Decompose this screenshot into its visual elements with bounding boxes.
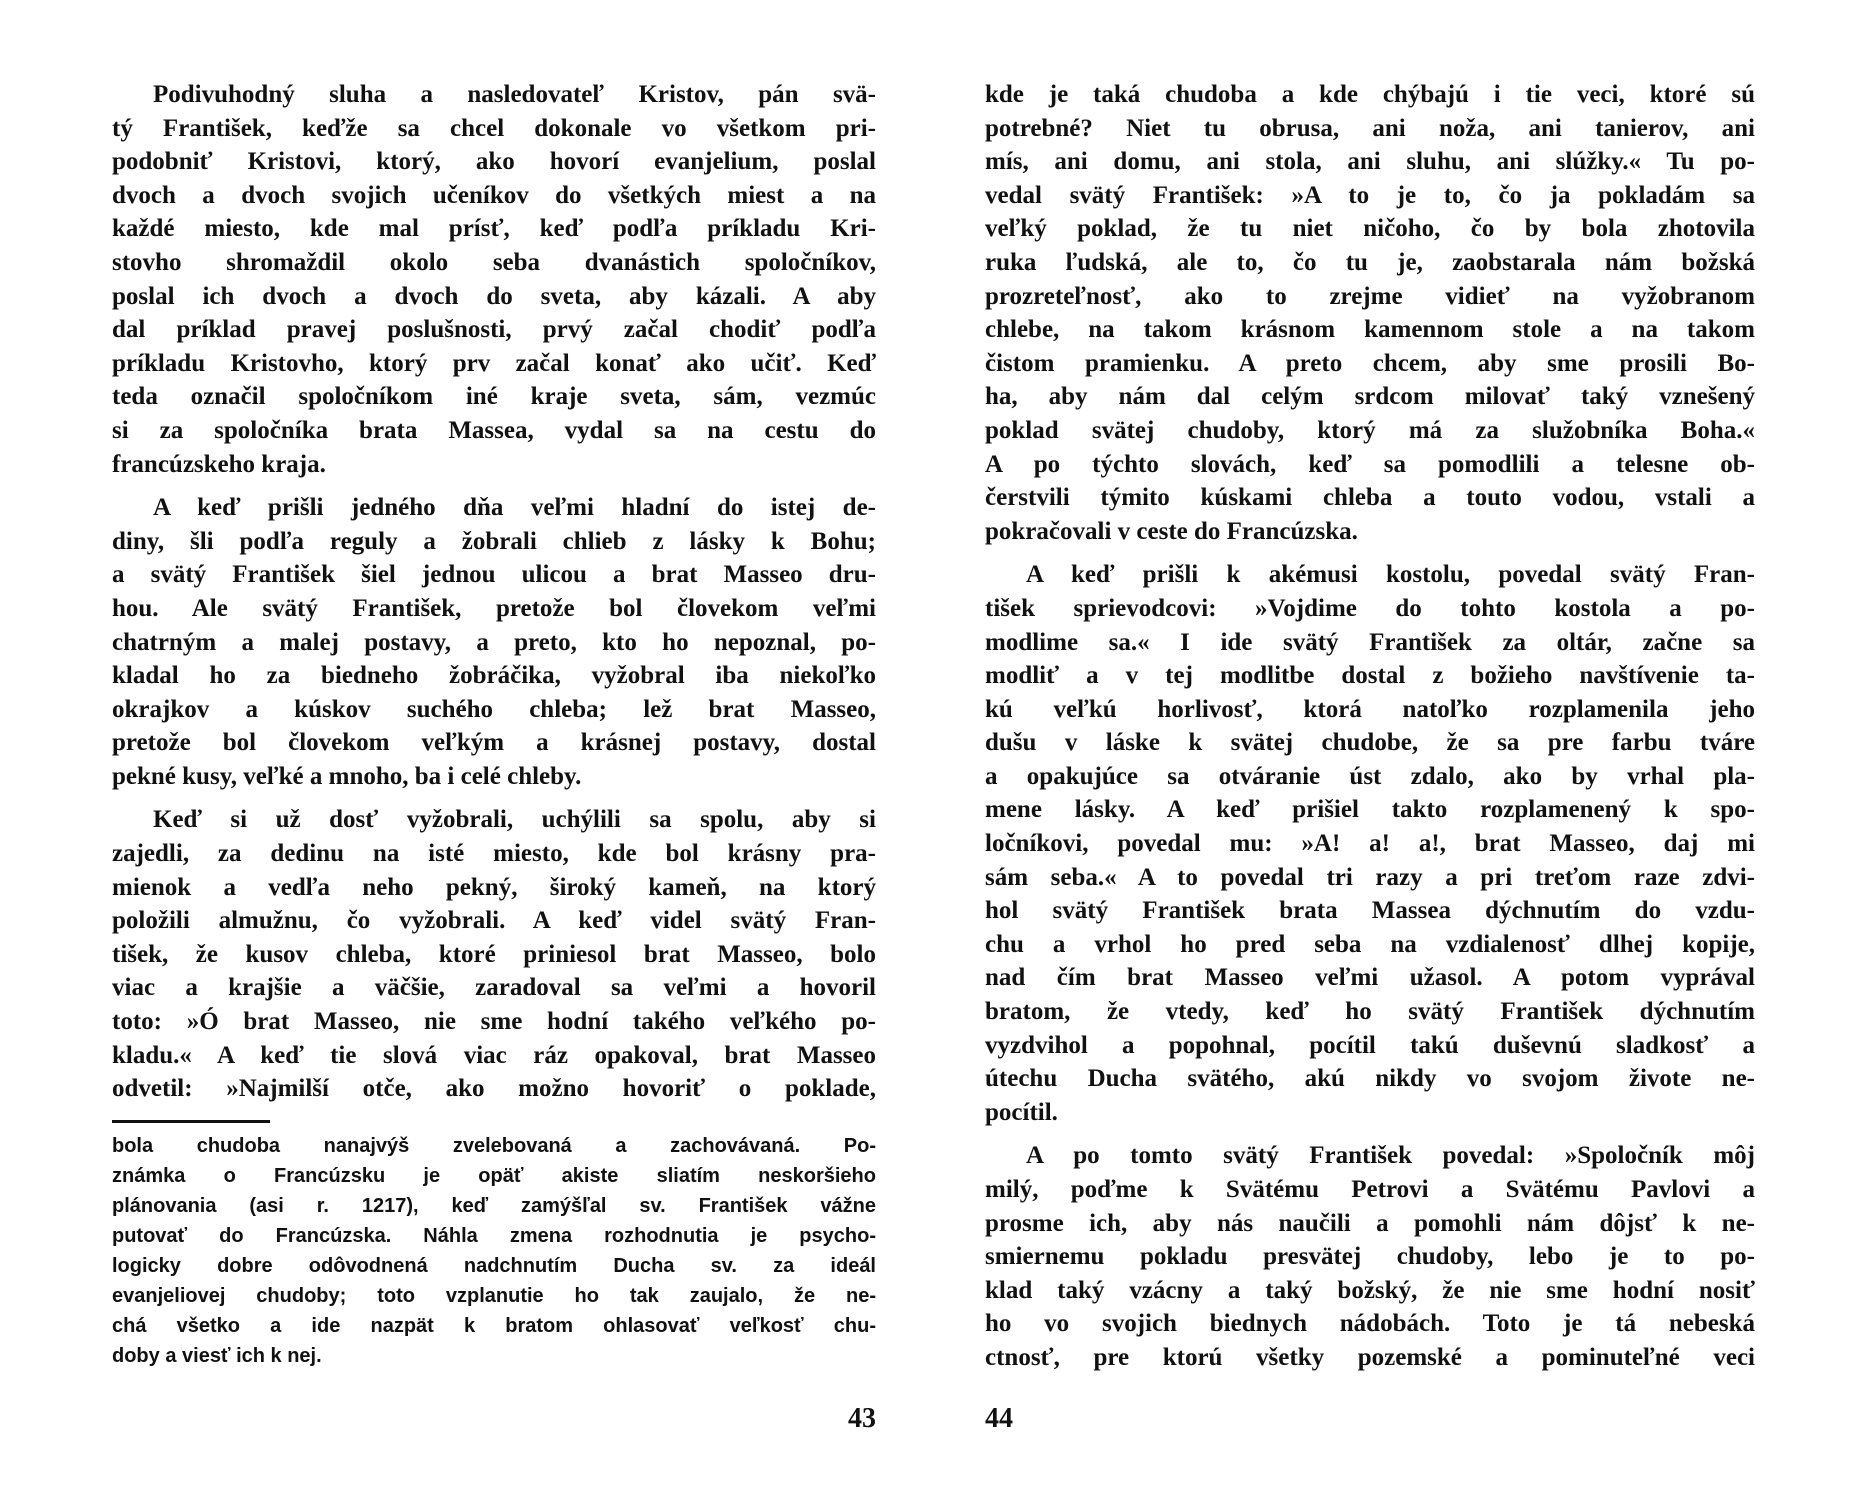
- text-line: kú veľkú horlivosť, ktorá natoľko rozplamenila jeho: [985, 695, 1755, 723]
- text-line: podobniť Kristovi, ktorý, ako hovorí evanjelium, poslal: [112, 148, 876, 176]
- text-line: veľký poklad, že tu niet ničoho, čo by bola zhotovila: [985, 215, 1755, 243]
- text-line: prozreteľnosť, ako to zrejme vidieť na vyžobranom: [985, 282, 1755, 310]
- text-line: ho vo svojich biednych nádobách. Toto je tá nebeská: [985, 1310, 1755, 1338]
- text-line: smiernemu pokladu presvätej chudoby, lebo je to po-: [985, 1243, 1755, 1271]
- text-line: milý, poďme k Svätému Petrovi a Svätému Pavlovi a: [985, 1176, 1755, 1203]
- text-line: okrajkov a kúskov suchého chleba; lež brat Masseo,: [112, 695, 876, 723]
- paragraph: [985, 78, 1755, 548]
- text-line: chu a vrhol ho pred seba na vzdialenosť dlhej kopije,: [985, 930, 1755, 958]
- text-line: ctnosť, pre ktorú všetky pozemské a pominuteľné veci: [985, 1343, 1755, 1371]
- page-number-right: 44: [985, 1403, 1013, 1434]
- text-line: A po týchto slovách, keď sa pomodlili a telesne ob-: [985, 450, 1755, 478]
- text-line: poklad svätej chudoby, ktorý má za služobníka Boha.«: [985, 416, 1755, 444]
- text-line: a svätý František šiel jednou ulicou a brat Masseo dru-: [112, 561, 876, 589]
- text-line: nad čím brat Masseo veľmi užasol. A potom vyprával: [985, 964, 1755, 992]
- text-line: čistom pramienku. A preto chcem, aby sme prosili Bo-: [985, 349, 1755, 377]
- text-line: ruka ľudská, ale to, čo tu je, zaobstarala nám božská: [985, 248, 1755, 276]
- text-line: hou. Ale svätý František, pretože bol človekom veľmi: [112, 594, 876, 622]
- text-line: sám seba.« A to povedal tri razy a pri treťom raze zdvi-: [985, 863, 1755, 891]
- paragraph: [112, 491, 876, 793]
- text-line: a opakujúce sa otváranie úst zdalo, ako by vrhal pla-: [985, 762, 1755, 790]
- footnote: [112, 1131, 876, 1371]
- text-line: mene lásky. A keď prišiel takto rozplamenený k spo-: [985, 796, 1755, 824]
- right-page-body: [985, 78, 1755, 1375]
- text-line: zajedli, za dedinu na isté miesto, kde bol krásny pra-: [112, 840, 876, 868]
- text-line: kladu.« A keď tie slová viac ráz opakoval, brat Masseo: [112, 1041, 876, 1069]
- text-line: čerstvili týmito kúskami chleba a touto vodou, vstali a: [985, 484, 1755, 512]
- text-line: vedal svätý František: »A to je to, čo ja pokladám sa: [985, 181, 1755, 209]
- text-line: kde je taká chudoba a kde chýbajú i tie veci, ktoré sú: [985, 81, 1755, 108]
- text-line: stovho shromaždil okolo seba dvanástich spoločníkov,: [112, 248, 876, 276]
- text-line: modliť a v tej modlitbe dostal z božieho navštívenie ta-: [985, 662, 1755, 690]
- text-line: doby a viesť ich k nej.: [112, 1345, 322, 1367]
- text-line: prosme ich, aby nás naučili a pomohli nám dôjsť k ne-: [985, 1209, 1755, 1237]
- text-line: diny, šli podľa reguly a žobrali chlieb z lásky k Bohu;: [112, 527, 876, 555]
- text-line: si za spoločníka brata Massea, vydal sa na cestu do: [112, 416, 876, 444]
- text-line: kladal ho za biedneho žobráčika, vyžobral iba niekoľko: [112, 662, 876, 690]
- text-line: tý František, keďže sa chcel dokonale vo všetkom pri-: [112, 114, 876, 142]
- text-line: príkladu Kristovho, ktorý prv začal konať ako učiť. Keď: [112, 349, 876, 377]
- text-line: logicky dobre odôvodnená nadchnutím Ducha sv. za ideál: [112, 1255, 876, 1277]
- page-number-left: 43: [848, 1403, 876, 1434]
- text-line: A keď prišli jedného dňa veľmi hladní do istej de-: [153, 494, 876, 522]
- text-line: tišek, že kusov chleba, ktoré priniesol brat Masseo, bolo: [112, 940, 876, 968]
- text-line: ločníkovi, povedal mu: »A! a! a!, brat Masseo, daj mi: [985, 830, 1755, 858]
- text-line: viac a krajšie a väčšie, zaradoval sa veľmi a hovoril: [112, 974, 876, 1002]
- text-line: hol svätý František brata Massea dýchnutím do vzdu-: [985, 897, 1755, 925]
- text-line: evanjeliovej chudoby; toto vzplanutie ho tak zaujalo, že ne-: [112, 1285, 876, 1307]
- text-line: poslal ich dvoch a dvoch do sveta, aby kázali. A aby: [112, 282, 876, 310]
- text-line: modlime sa.« I ide svätý František za oltár, začne sa: [985, 628, 1755, 656]
- paragraph: [112, 803, 876, 1105]
- text-line: mienok a vedľa neho pekný, široký kameň, na ktorý: [112, 873, 876, 901]
- text-line: bola chudoba nanajvýš zvelebovaná a zachovávaná. Po-: [112, 1135, 876, 1157]
- text-line: mís, ani domu, ani stola, ani sluhu, ani slúžky.« Tu po-: [985, 148, 1755, 176]
- text-line: A keď prišli k akémusi kostolu, povedal svätý Fran-: [1026, 561, 1755, 589]
- text-line: útechu Ducha svätého, akú nikdy vo svojom živote ne-: [985, 1065, 1755, 1093]
- text-line: francúzskeho kraja.: [112, 450, 326, 478]
- text-line: dvoch a dvoch svojich učeníkov do všetkých miest a na: [112, 181, 876, 209]
- left-page-body: [112, 78, 876, 1106]
- text-line: odvetil: »Najmilší otče, ako možno hovoriť o poklade,: [112, 1075, 876, 1103]
- text-line: každé miesto, kde mal prísť, keď podľa príkladu Kri-: [112, 215, 876, 243]
- paragraph: [112, 78, 876, 481]
- text-line: známka o Francúzsku je opäť akiste sliatím neskoršieho: [112, 1165, 876, 1187]
- text-line: plánovania (asi r. 1217), keď zamýšľal sv. František vážne: [112, 1195, 876, 1217]
- text-line: pokračovali v ceste do Francúzska.: [985, 517, 1358, 545]
- text-line: putovať do Francúzska. Náhla zmena rozhodnutia je psycho-: [112, 1225, 876, 1247]
- text-line: Keď si už dosť vyžobrali, uchýlili sa spolu, aby si: [153, 806, 876, 834]
- text-line: potrebné? Niet tu obrusa, ani noža, ani tanierov, ani: [985, 114, 1755, 142]
- text-line: A po tomto svätý František povedal: »Spoločník môj: [1026, 1142, 1755, 1170]
- text-line: chá všetko a ide nazpät k bratom ohlasovať veľkosť chu-: [112, 1315, 876, 1337]
- footnote-divider: [112, 1120, 270, 1123]
- text-line: dal príklad pravej poslušnosti, prvý začal chodiť podľa: [112, 316, 876, 344]
- paragraph: [985, 1139, 1755, 1374]
- text-line: Podivuhodný sluha a nasledovateľ Kristov, pán svä-: [153, 81, 876, 108]
- text-line: klad taký vzácny a taký božský, že nie sme hodní nosiť: [985, 1276, 1755, 1304]
- paragraph: [985, 558, 1755, 1129]
- text-line: dušu v láske k svätej chudobe, že sa pre farbu tváre: [985, 729, 1755, 757]
- text-line: teda označil spoločníkom iné kraje sveta, sám, vezmúc: [112, 383, 876, 411]
- text-line: chatrným a malej postavy, a preto, kto ho nepoznal, po-: [112, 628, 876, 656]
- text-line: chlebe, na takom krásnom kamennom stole a na takom: [985, 316, 1755, 344]
- text-line: položili almužnu, čo vyžobrali. A keď videl svätý Fran-: [112, 907, 876, 935]
- text-line: tišek sprievodcovi: »Vojdime do tohto kostola a po-: [985, 594, 1755, 622]
- text-line: pocítil.: [985, 1098, 1058, 1126]
- text-line: ha, aby nám dal celým srdcom milovať taký vznešený: [985, 383, 1755, 411]
- text-line: pekné kusy, veľké a mnoho, ba i celé chleby.: [112, 762, 582, 790]
- text-line: pretože bol človekom veľkým a krásnej postavy, dostal: [112, 729, 876, 757]
- text-line: bratom, že vtedy, keď ho svätý František dýchnutím: [985, 998, 1755, 1026]
- text-line: vyzdvihol a popohnal, pocítil takú duševnú sladkosť a: [985, 1031, 1755, 1059]
- text-line: toto: »Ó brat Masseo, nie sme hodní takého veľkého po-: [112, 1008, 876, 1036]
